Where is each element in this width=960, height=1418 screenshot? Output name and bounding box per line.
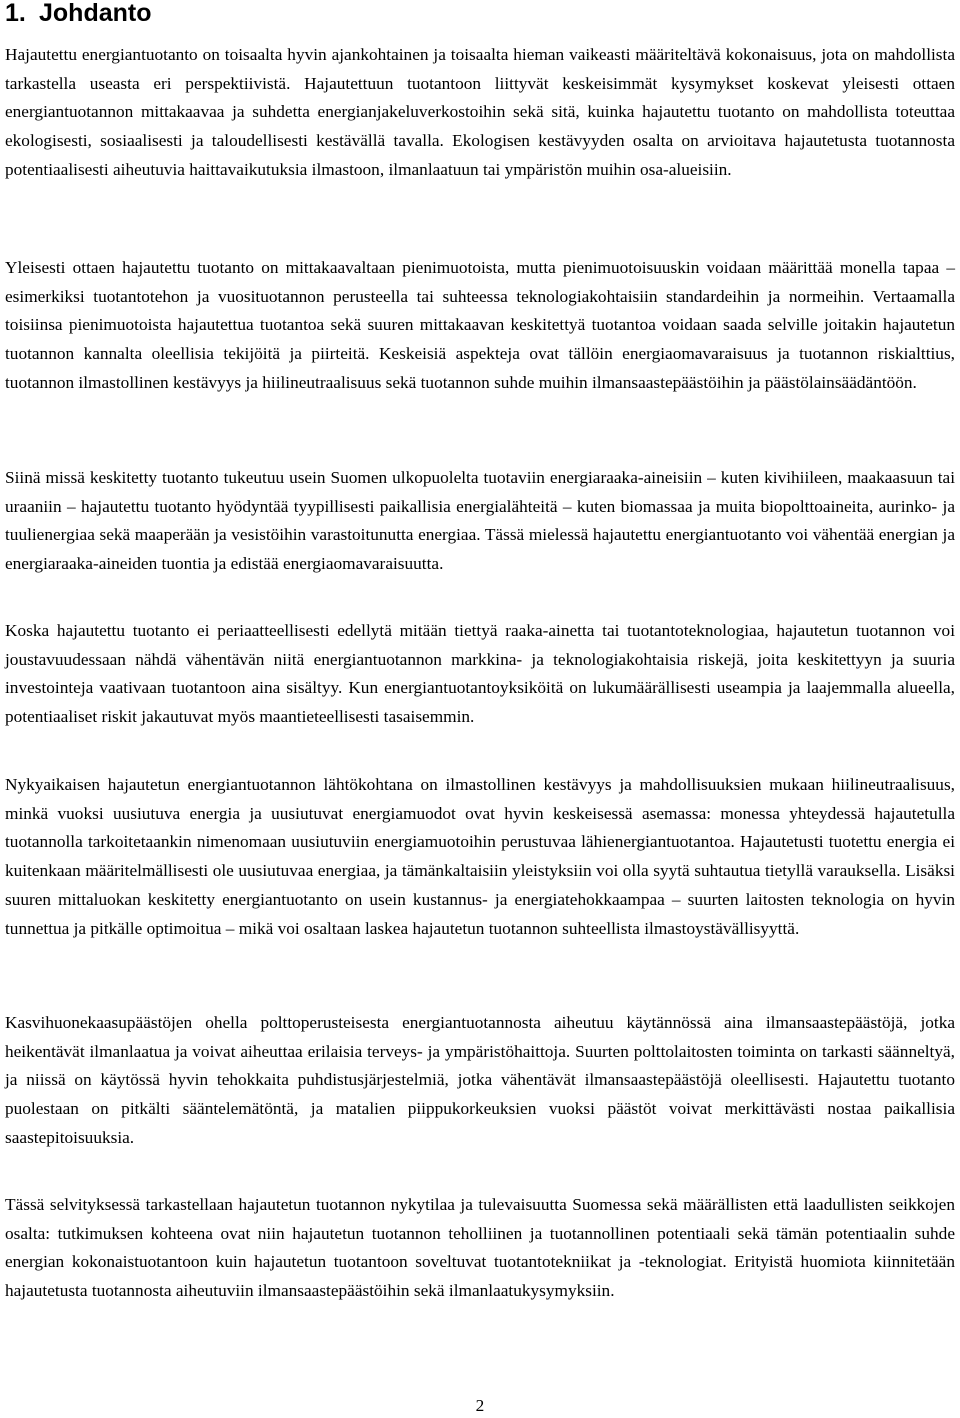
paragraph-emissions: Kasvihuonekaasupäästöjen ohella polttoperusteisesta energiantuotannosta aiheutuu käytännössä aina ilmansaastepäästöjä, jotka heikentävät ilmanlaatua ja voivat aiheuttaa erilaisia terveys- ja ympäristöhaittoja. Suurten polttolaitosten toiminta on tarkasti säänneltyä, ja niissä on käytössä hyvin tehokkaita puhdistusjärjestelmiä, jotka vähentävät ilmansaastepäästöjä oleellisesti. Hajautettu tuotanto puolestaan on pitkälti sääntelemätöntä, ja matalien piippukorkeuksien vuoksi päästöt voivat merkittävästi nostaa paikallisia saastepitoisuuksia.	[5, 1013, 955, 1147]
section-heading	[5, 0, 152, 28]
section-title: Johdanto	[39, 0, 152, 27]
page-number: 2	[475, 1396, 485, 1415]
document-page	[5, 0, 955, 1418]
paragraph-risks: Koska hajautettu tuotanto ei periaatteellisesti edellytä mitään tiettyä raaka-ainetta tai tuotantoteknologiaa, hajautetun tuotannon voi joustavuudessaan nähdä vähentävän niitä energiantuotannon markkina- ja teknologiakohtaisia riskejä, joita keskitettyyn ja suuria investointeja vaativaan tuotantoon aina sisältyy. Kun energiantuotantoyksiköitä on lukumäärällisesti useampia ja laajemmalla alueella, potentiaaliset riskit jakautuvat myös maantieteellisesti tasaisemmin.	[5, 621, 955, 727]
paragraph-scope: Tässä selvityksessä tarkastellaan hajautetun tuotannon nykytilaa ja tulevaisuutta Suomessa sekä määrällisten että laadullisten seikkojen osalta: tutkimuksen kohteena ovat niin hajautetun tuotannon teholliinen ja tuotannollinen potentiaali sekä tämän potentiaalin suhde energian kokonaistuotantoon kuin hajautetun tuotantoon soveltuvat tuotantotekniikat ja -teknologiat. Erityistä huomiota kiinnitetään hajautetusta tuotannosta aiheutuviin ilmansaastepäästöihin sekä ilmanlaatukysymyksiin.	[5, 1195, 955, 1301]
paragraph-raw-materials: Siinä missä keskitetty tuotanto tukeutuu usein Suomen ulkopuolelta tuotaviin energiaraaka-aineisiin – kuten kivihiileen, maakaasuun tai uraaniin – hajautettu tuotanto hyödyntää tyypillisesti paikallisia energialähteitä – kuten biomassaa ja muita biopolttoaineita, aurinko- ja tuulienergiaa sekä maaperään ja vesistöihin varastoitunutta energiaa. Tässä mielessä hajautettu energiantuotanto voi vähentää energian ja energiaraaka-aineiden tuontia ja edistää energiaomavaraisuutta.	[5, 468, 955, 574]
section-number: 1.	[5, 0, 26, 27]
paragraph-intro: Hajautettu energiantuotanto on toisaalta hyvin ajankohtainen ja toisaalta hieman vaikeasti määriteltävä kokonaisuus, jota on mahdollista tarkastella useasta eri perspektiivistä. Hajautettuun tuotantoon liittyvät keskeisimmät kysymykset koskevat yleisesti ottaen energiantuotannon mittakaavaa ja suhdetta energianjakeluverkostoihin sekä sitä, kuinka hajautettu tuotanto on mahdollista toteuttaa ekologisesti, sosiaalisesti ja taloudellisesti kestävällä tavalla. Ekologisen kestävyyden osalta on arvioitava hajautetusta tuotannosta potentiaalisesti aiheutuvia haittavaikutuksia ilmastoon, ilmanlaatuun tai ympäristön muihin osa-alueisiin.	[5, 45, 955, 179]
paragraph-climate: Nykyaikaisen hajautetun energiantuotannon lähtökohtana on ilmastollinen kestävyys ja mahdollisuuksien mukaan hiilineutraalisuus, minkä vuoksi uusiutuva energia ja uusiutuvat energiamuodot ovat hyvin keskeisessä asemassa: monessa yhteydessä hajautetulla tuotannolla tarkoitetaankin nimenomaan uusiutuviin energiamuotoihin perustuvaa lähienergiantuotantoa. Hajautetusti tuotettu energia ei kuitenkaan määritelmällisesti ole uusiutuvaa energiaa, ja tämänkaltaisiin yleistyksiin voi olla syytä suhtautua tietyllä varauksella. Lisäksi suuren mittaluokan keskitetty energiantuotanto on usein kustannus- ja energiatehokkaampaa – suurten laitosten teknologia on hyvin tunnettua ja pitkälle optimoitua – mikä voi osaltaan laskea hajautetun tuotannon suhteellista ilmastoystävällisyyttä.	[5, 775, 955, 938]
paragraph-scale: Yleisesti ottaen hajautettu tuotanto on mittakaavaltaan pienimuotoista, mutta pienimuotoisuuskin voidaan määrittää monella tapaa – esimerkiksi tuotantotehon ja vuosituotannon perusteella tai suhteessa teknologiakohtaisiin standardeihin ja normeihin. Vertaamalla toisiinsa pienimuotoista hajautettua tuotantoa sekä suuren mittakaavan keskitettyä tuotantoa voidaan saada selville joitakin hajautetun tuotannon kannalta oleellisia tekijöitä ja piirteitä. Keskeisiä aspekteja ovat tällöin energiaomavaraisuus ja tuotannon riskialttius, tuotannon ilmastollinen kestävyys ja hiilineutraalisuus sekä tuotannon suhde muihin ilmansaastepäästöihin ja päästölainsäädäntöön.	[5, 258, 955, 392]
